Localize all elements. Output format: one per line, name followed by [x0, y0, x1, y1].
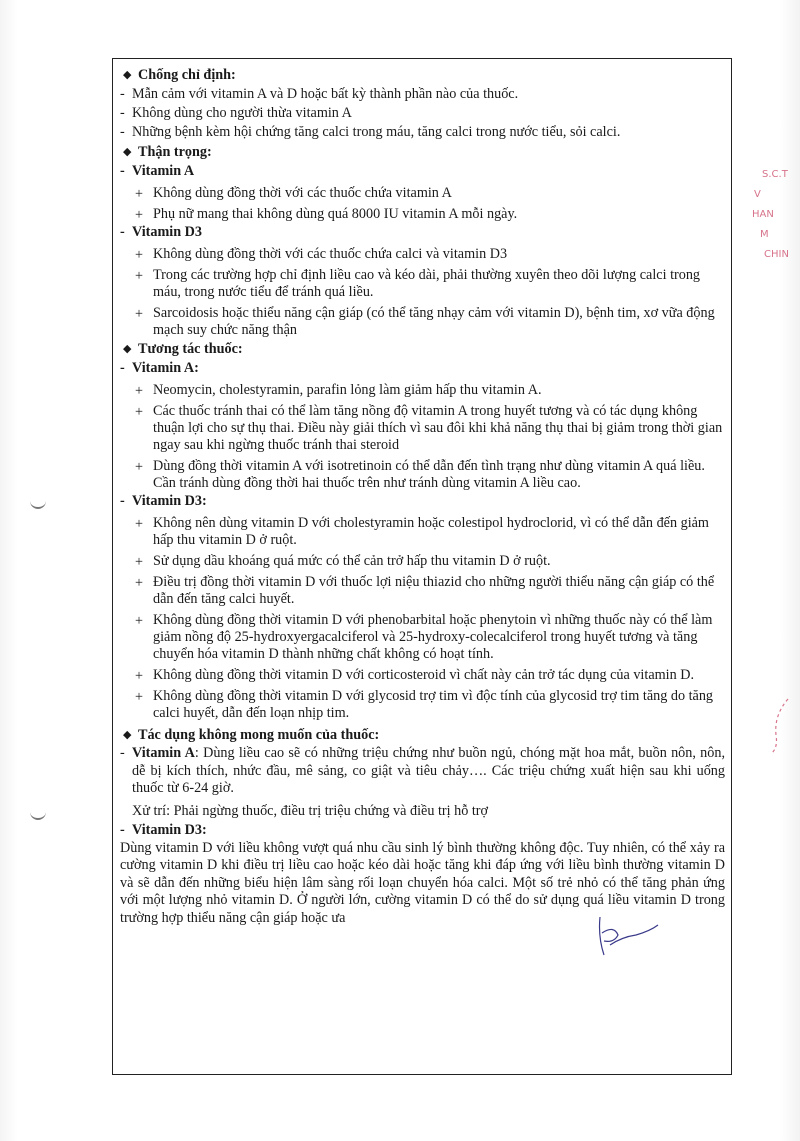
diamond-bullet-icon: ◆ — [123, 69, 132, 81]
list-item: + Điều trị đồng thời vitamin D với thuốc lợi niệu thiazid cho những người thiểu năng cận giáp có thể dẫn đến tăng calci huyết. — [135, 574, 715, 607]
diamond-bullet-icon: ◆ — [123, 729, 132, 741]
subheading-vitamin-d3: - Vitamin D3: — [120, 821, 725, 840]
side-effects-vitamin-a: - Vitamin A: Dùng liều cao sẽ có những triệu chứng như buồn ngủ, chóng mặt hoa mắt, buồn nôn, nôn, dễ bị kích thích, nhức đầu, mê sảng, co giật và tiêu chảy…. Các triệu chứng xuất hiện sau khi uống thuốc từ 6-24 giờ. — [120, 745, 725, 798]
subheading-vitamin-d3: - Vitamin D3 — [120, 223, 725, 242]
list-item: + Trong các trường hợp chỉ định liều cao và kéo dài, phải thường xuyên theo dõi lượng calci trong máu, trong nước tiểu để tránh quá liều. — [135, 267, 701, 300]
diamond-bullet-icon: ◆ — [123, 343, 132, 355]
side-effects-vitamin-d3: Dùng vitamin D với liều không vượt quá nhu cầu sinh lý bình thường không độc. Tuy nhiên, có thể xảy ra cường vitamin D khi điều trị liều cao hoặc kéo dài hoặc tăng khi đáp ứng với liều bình thường vitamin D và sẽ dẫn đến những biểu hiện lâm sàng rối loạn chuyển hóa calci. Một số trẻ nhỏ có thể tăng phản ứng với một lượng nhỏ vitamin D. Ở người lớn, cường vitamin D có thể do sử dụng quá liều vitamin D trong trường hợp thiểu năng cận giáp hoặc ưa — [120, 839, 725, 926]
list-item: + Các thuốc tránh thai có thể làm tăng nồng độ vitamin A trong huyết tương và có tác dụng không thuận lợi cho sự thụ thai. Điều này giải thích vì sau đôi khi khả năng thụ thai bị giảm trong thời gian ngay sau khi ngừng thuốc tránh thai steroid — [135, 403, 723, 453]
list-item: + Sử dụng dầu khoáng quá mức có thể cản trở hấp thu vitamin D ở ruột. — [135, 553, 551, 570]
list-item: - Mẫn cảm với vitamin A và D hoặc bất kỳ thành phần nào của thuốc. — [120, 85, 725, 104]
list-item: + Neomycin, cholestyramin, parafin lỏng làm giảm hấp thu vitamin A. — [135, 382, 542, 399]
list-item: + Không dùng đồng thời với các thuốc chứa vitamin A — [135, 185, 452, 202]
list-item: + Không dùng đồng thời vitamin D với glycosid trợ tim vì độc tính của glycosid trợ tim tăng do tăng calci huyết, dẫn đến loạn nhịp tim. — [135, 688, 714, 721]
subheading-vitamin-a: - Vitamin A: — [120, 359, 725, 378]
subheading-vitamin-a: - Vitamin A — [120, 162, 725, 181]
red-stamp: S.C.T V HAN M CHIN — [752, 169, 789, 260]
section-heading-interactions: ◆ Tương tác thuốc: — [123, 341, 243, 357]
list-item: - Những bệnh kèm hội chứng tăng calci trong máu, tăng calci trong nước tiểu, sỏi calci. — [120, 123, 725, 142]
section-heading-contraindications: ◆ Chống chỉ định: — [123, 67, 236, 83]
section-heading-side-effects: ◆ Tác dụng không mong muốn của thuốc: — [123, 727, 380, 743]
list-item: + Sarcoidosis hoặc thiểu năng cận giáp (có thể tăng nhạy cảm với vitamin D), bệnh tim, xơ vữa động mạch suy chức năng thận — [135, 305, 715, 338]
diamond-bullet-icon: ◆ — [123, 146, 132, 158]
list-item: + Không dùng đồng thời vitamin D với corticosteroid vì chất này cản trở tác dụng của vitamin D. — [135, 667, 695, 684]
list-item: + Phụ nữ mang thai không dùng quá 8000 IU vitamin A mỗi ngày. — [135, 206, 518, 223]
list-item: + Không dùng đồng thời với các thuốc chứa calci và vitamin D3 — [135, 246, 508, 263]
section-heading-precautions: ◆ Thận trọng: — [123, 144, 212, 160]
signature-mark — [592, 915, 662, 965]
list-item: + Dùng đồng thời vitamin A với isotretinoin có thể dẫn đến tình trạng như dùng vitamin A quá liều. Cần tránh dùng đồng thời hai thuốc trên như tránh dùng vitamin A liều cao. — [135, 458, 705, 491]
handling-note: Xử trí: Phải ngừng thuốc, điều trị triệu chứng và điều trị hỗ trợ — [132, 802, 489, 819]
subheading-vitamin-d3: - Vitamin D3: — [120, 492, 725, 511]
red-stamp-fragment — [768, 695, 792, 755]
list-item: - Không dùng cho người thừa vitamin A — [120, 104, 725, 123]
list-item: + Không dùng đồng thời vitamin D với phenobarbital hoặc phenytoin vì những thuốc này có thể làm giảm nồng độ 25-hydroxyergacalciferol và 25-hydroxy-colecalciferol trong huyết tương và tăng chuyển hóa vitamin D thành những chất không có hoạt tính. — [135, 612, 713, 662]
list-item: + Không nên dùng vitamin D với cholestyramin hoặc colestipol hydroclorid, vì có thể dẫn đến giảm hấp thu vitamin D ở ruột. — [135, 515, 709, 548]
